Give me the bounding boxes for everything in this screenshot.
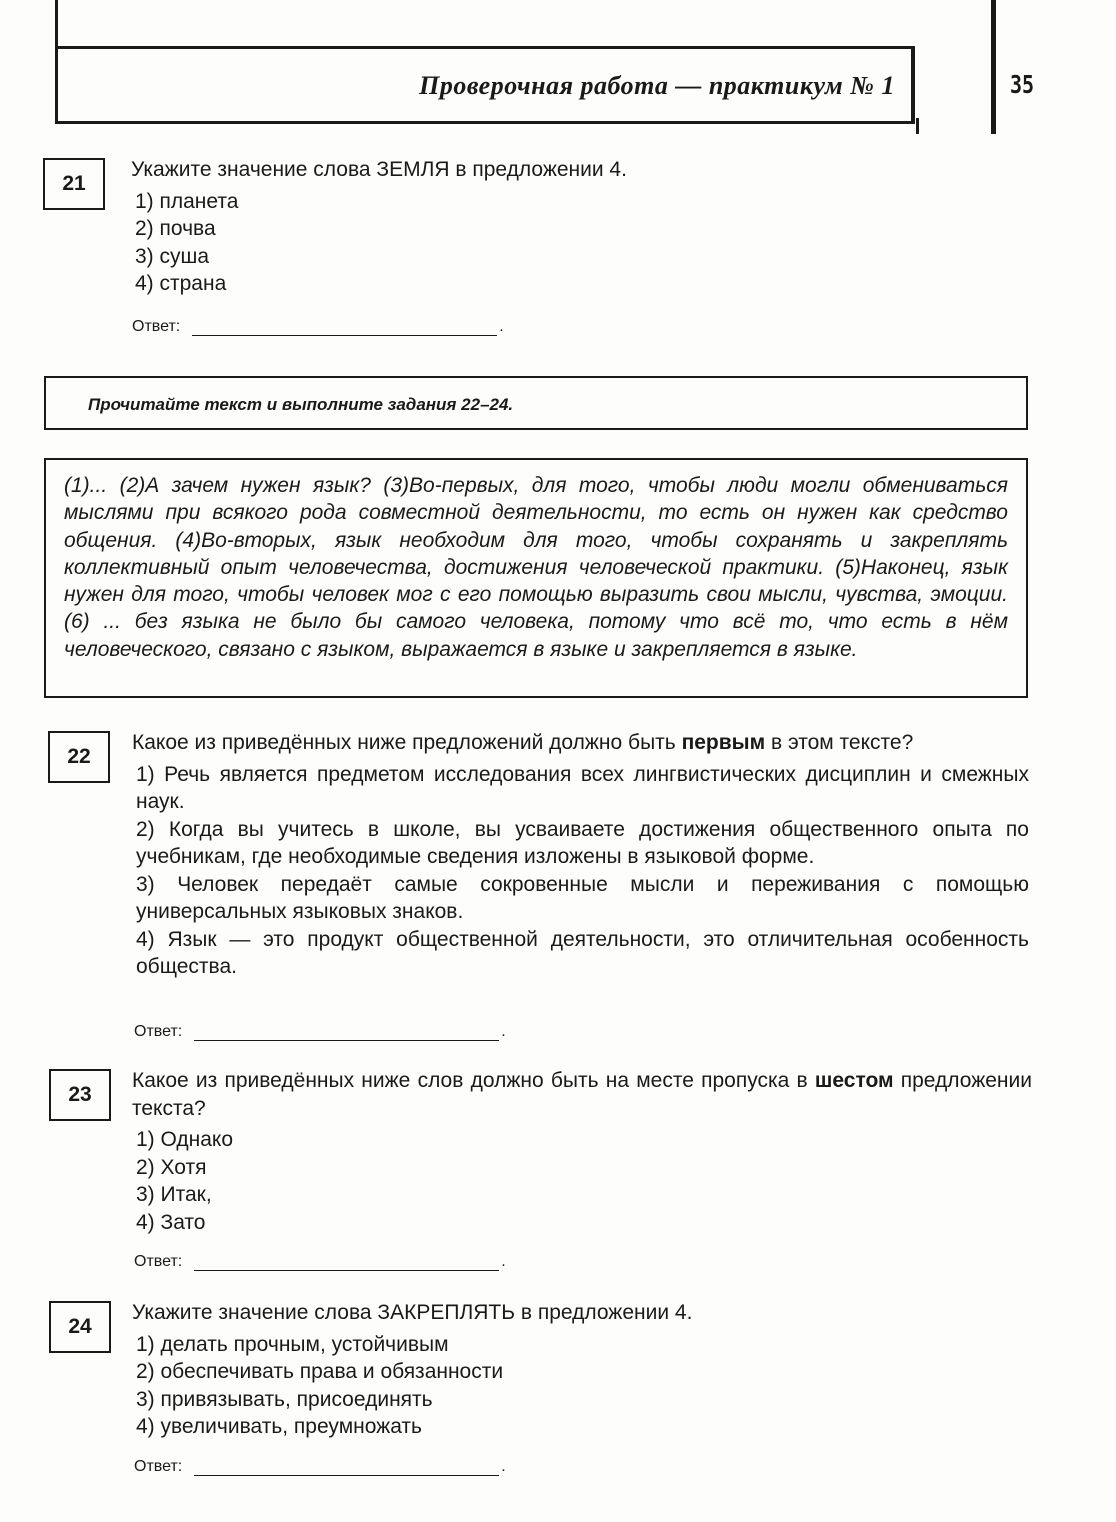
task-21-question: Укажите значение слова ЗЕМЛЯ в предложении 4. <box>131 158 627 181</box>
instruction-text: Прочитайте текст и выполните задания 22–24. <box>88 395 514 414</box>
option: 2) обеспечивать права и обязанности <box>136 1360 504 1383</box>
answer-label: Ответ: <box>134 1458 183 1475</box>
task-number-21: 21 <box>43 158 105 210</box>
task-23-question: Какое из приведённых ниже слов должно быть на месте пропуска в шестом предложении текста? <box>132 1069 1032 1120</box>
option: 1) делать прочным, устойчивым <box>136 1332 449 1356</box>
option: 3) привязывать, присоединять <box>136 1387 433 1411</box>
answer-label: Ответ: <box>134 1023 183 1040</box>
instruction-box <box>44 376 1028 430</box>
option: 2) Когда вы учитесь в школе, вы усваиваете достижения общественного опыта по учебникам, где необходимые сведения изложены в языковой форме. <box>136 817 1029 868</box>
task-23-answer: Ответ: . <box>134 1253 506 1270</box>
option: 1) Однако <box>136 1128 234 1151</box>
task-24-options <box>132 1331 1032 1441</box>
option: 3) суша <box>135 244 210 268</box>
option: 1) планета <box>135 189 239 213</box>
emphasis-word: шестом <box>814 1069 894 1092</box>
answer-label: Ответ: <box>132 318 181 335</box>
option: 4) увеличивать, преумножать <box>136 1415 422 1438</box>
task-22 <box>132 729 1029 981</box>
task-22-question: Какое из приведённых ниже предложений должно быть первым в этом тексте? <box>132 731 914 754</box>
task-24-question: Укажите значение слова ЗАКРЕПЛЯТЬ в предложении 4. <box>132 1301 693 1324</box>
page-number: 35 <box>1010 70 1035 99</box>
task-24-answer: Ответ: . <box>134 1458 506 1475</box>
task-number-24: 24 <box>49 1301 111 1353</box>
option: 1) Речь является предметом исследования всех лингвистических дисциплин и смежных наук. <box>136 762 1029 813</box>
task-number-23: 23 <box>49 1069 111 1121</box>
task-22-options <box>132 761 1029 981</box>
task-21-options <box>131 188 1031 298</box>
header-tail-line <box>916 118 919 134</box>
answer-label: Ответ: <box>134 1253 183 1270</box>
task-number-22: 22 <box>48 731 110 783</box>
reading-text: (1)... (2)А зачем нужен язык? (3)Во-первых, для того, чтобы люди могли обмениваться мыслями при всякого рода совместной деятельности, то есть он нужен как средство общения. (4)Во-вторых, язык необходим для того, чтобы сохранять и закреплять коллективный опыт человечества, достижения человеческой практики. (5)Наконец, язык нужен для того, чтобы человек мог с его помощью выразить свои мысли, чувства, эмоции. (6) ... без языка не было бы самого человека, потому что всё то, что есть в нём человеческого, связано с языком, выражается в языке и закрепляется в языке. <box>64 474 1008 661</box>
option: 4) страна <box>135 272 227 295</box>
answer-input-line[interactable] <box>194 1459 499 1476</box>
task-21-answer: Ответ: . <box>132 318 504 335</box>
option: 3) Человек передаёт самые сокровенные мысли и переживания с помощью универсальных языковых знаков. <box>136 872 1029 923</box>
answer-input-line[interactable] <box>192 319 497 336</box>
option: 2) Хотя <box>136 1155 207 1179</box>
option: 4) Язык — это продукт общественной деятельности, это отличительная особенность общества. <box>136 927 1029 978</box>
emphasis-word: первым <box>681 731 766 754</box>
task-24 <box>132 1299 1032 1441</box>
page-title: Проверочная работа — практикум № 1 <box>419 71 895 100</box>
answer-input-line[interactable] <box>194 1024 499 1041</box>
option: 4) Зато <box>136 1210 206 1234</box>
task-23-options <box>132 1126 1032 1236</box>
answer-input-line[interactable] <box>194 1254 499 1271</box>
option: 2) почва <box>135 217 216 240</box>
task-21 <box>131 156 1031 298</box>
option: 3) Итак, <box>136 1183 212 1206</box>
header-box <box>55 46 915 124</box>
task-23 <box>132 1067 1032 1236</box>
right-frame-line <box>991 0 996 134</box>
task-22-answer: Ответ: . <box>134 1023 506 1040</box>
reading-text-box <box>44 458 1028 698</box>
left-frame-line <box>55 0 58 50</box>
